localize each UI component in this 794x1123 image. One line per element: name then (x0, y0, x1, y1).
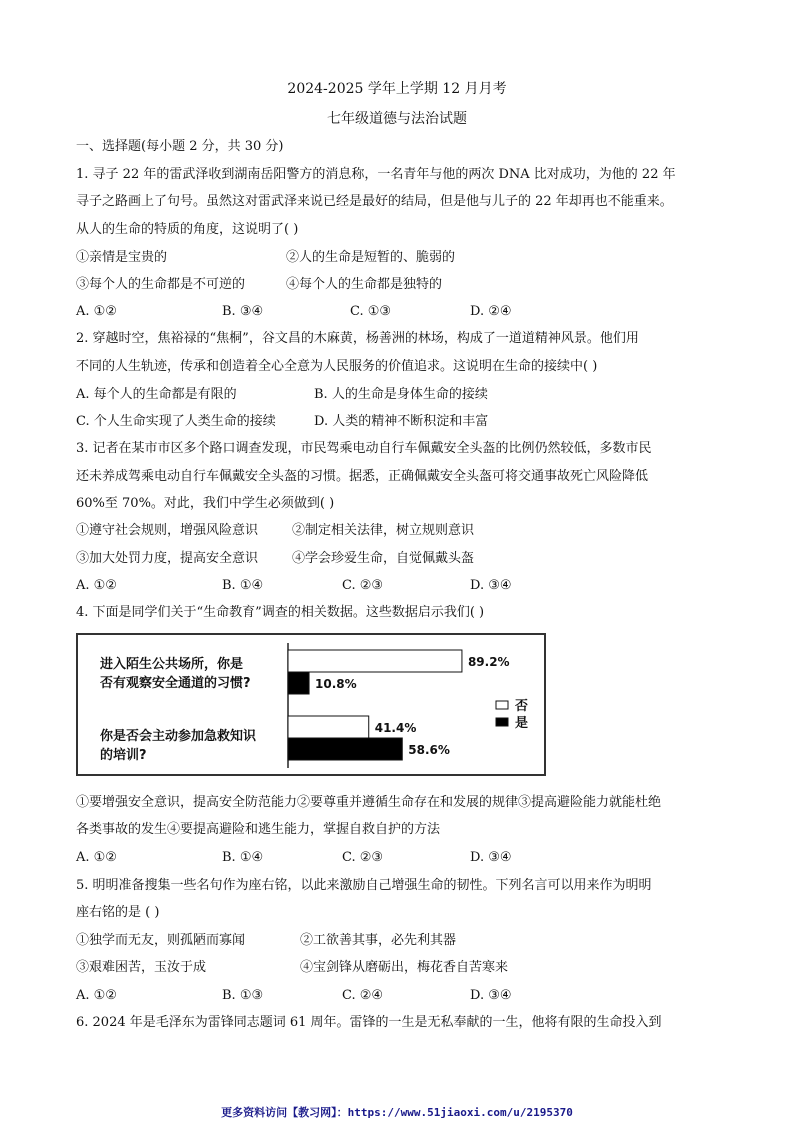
legend-swatch (496, 701, 508, 709)
data-label: 89.2% (467, 655, 510, 669)
category-label: 否有观察安全通道的习惯? (100, 676, 251, 691)
data-label: 10.8% (315, 677, 357, 691)
question-6-line-1: 6. 2024 年是毛泽东为雷锋同志题词 61 周年。雷锋的一生是无私奉献的一生，他将有限的生命投入到 (76, 1015, 662, 1030)
question-1-line-3: 从人的生命的特质的角度，这说明了( ) (76, 222, 299, 237)
statement: ④每个人的生命都是独特的 (286, 277, 443, 292)
footer-link[interactable]: 更多资料访问【教习网】：https://www.51jiaoxi.com/u/2195370 (221, 1106, 573, 1119)
survey-chart (76, 633, 546, 776)
statement: ②制定相关法律，树立规则意识 (292, 523, 475, 538)
option-b: B. ①③ (222, 988, 264, 1003)
statement: ③每个人的生命都是不可逆的 (76, 277, 246, 292)
statement: ①亲情是宝贵的 (76, 250, 168, 265)
option-c: C. ②③ (342, 578, 384, 593)
option-d: D. ③④ (470, 988, 512, 1003)
option-a: A. ①② (76, 988, 117, 1003)
bar-no (288, 716, 369, 738)
legend-swatch (496, 718, 508, 726)
option-a: A. ①② (76, 850, 117, 865)
category-label: 进入陌生公共场所，你是 (100, 657, 244, 672)
option-d: D. ②④ (470, 304, 512, 319)
question-5-line-2: 座右铭的是 ( ) (76, 905, 160, 920)
statement: ②工欲善其事，必先利其器 (300, 933, 457, 948)
question-4-after-line-1: ①要增强安全意识，提高安全防范能力②要尊重并遵循生命存在和发展的规律③提高避险能力就能杜绝 (76, 795, 662, 810)
question-2-line-2: 不同的人生轨迹，传承和创造着全心全意为人民服务的价值追求。这说明在生命的接续中( ) (76, 359, 598, 374)
legend-label: 是 (515, 716, 529, 731)
chart-svg (78, 635, 544, 774)
statement: ④学会珍爱生命，自觉佩戴头盔 (292, 551, 475, 566)
data-label: 58.6% (408, 743, 450, 757)
legend-label: 否 (515, 699, 529, 714)
option-b: B. ①④ (222, 578, 264, 593)
option-c: C. ①③ (350, 304, 392, 319)
option-a: A. ①② (76, 304, 117, 319)
option-c: C. ②④ (342, 988, 384, 1003)
statement: ②人的生命是短暂的、脆弱的 (286, 250, 456, 265)
option-c: C. ②③ (342, 850, 384, 865)
exam-title: 2024-2025 学年上学期 12 月月考 (287, 81, 507, 97)
section-heading: 一、选择题(每小题 2 分，共 30 分) (76, 139, 284, 154)
statement: ①独学而无友，则孤陋而寡闻 (76, 933, 246, 948)
data-label: 41.4% (374, 721, 417, 735)
option-b: B. ①④ (222, 850, 264, 865)
option-c: C. 个人生命实现了人类生命的接续 (76, 414, 276, 429)
question-1-line-1: 1. 寻子 22 年的雷武泽收到湖南岳阳警方的消息称，一名青年与他的两次 DNA 比对成功，为他的 22 年 (76, 167, 676, 182)
question-2-line-1: 2. 穿越时空，焦裕禄的“焦桐”，谷文昌的木麻黄，杨善洲的林场，构成了一道道精神风景。他们用 (76, 331, 639, 346)
category-label: 你是否会主动参加急救知识 (100, 729, 257, 744)
bar-no (288, 650, 462, 672)
option-a: A. 每个人的生命都是有限的 (76, 387, 237, 402)
statement: ①遵守社会规则，增强风险意识 (76, 523, 259, 538)
exam-subtitle: 七年级道德与法治试题 (327, 111, 467, 127)
question-5-line-1: 5. 明明准备搜集一些名句作为座右铭，以此来激励自己增强生命的韧性。下列名言可以用来作为明明 (76, 878, 652, 893)
bar-yes (288, 672, 309, 694)
option-b: B. 人的生命是身体生命的接续 (314, 387, 488, 402)
category-label: 的培训? (100, 748, 147, 763)
statement: ③加大处罚力度，提高安全意识 (76, 551, 259, 566)
option-d: D. ③④ (470, 850, 512, 865)
question-4-line-1: 4. 下面是同学们关于“生命教育”调查的相关数据。这些数据启示我们( ) (76, 605, 485, 620)
option-a: A. ①② (76, 578, 117, 593)
statement: ③艰难困苦，玉汝于成 (76, 960, 207, 975)
question-3-line-1: 3. 记者在某市市区多个路口调查发现，市民驾乘电动自行车佩戴安全头盔的比例仍然较低，多数市民 (76, 441, 652, 456)
option-b: B. ③④ (222, 304, 264, 319)
question-4-after-line-2: 各类事故的发生④要提高避险和逃生能力，掌握自救自护的方法 (76, 822, 441, 837)
option-d: D. ③④ (470, 578, 512, 593)
bar-yes (288, 738, 402, 760)
question-3-line-2: 还未养成驾乘电动自行车佩戴安全头盔的习惯。据悉，正确佩戴安全头盔可将交通事故死亡风险降低 (76, 469, 649, 484)
statement: ④宝剑锋从磨砺出，梅花香自苦寒来 (300, 960, 509, 975)
question-1-line-2: 寻子之路画上了句号。虽然这对雷武泽来说已经是最好的结局，但是他与儿子的 22 年却再也不能重来。 (76, 194, 673, 209)
question-3-line-3: 60%至 70%。对此，我们中学生必须做到( ) (76, 496, 335, 511)
option-d: D. 人类的精神不断积淀和丰富 (314, 414, 489, 429)
